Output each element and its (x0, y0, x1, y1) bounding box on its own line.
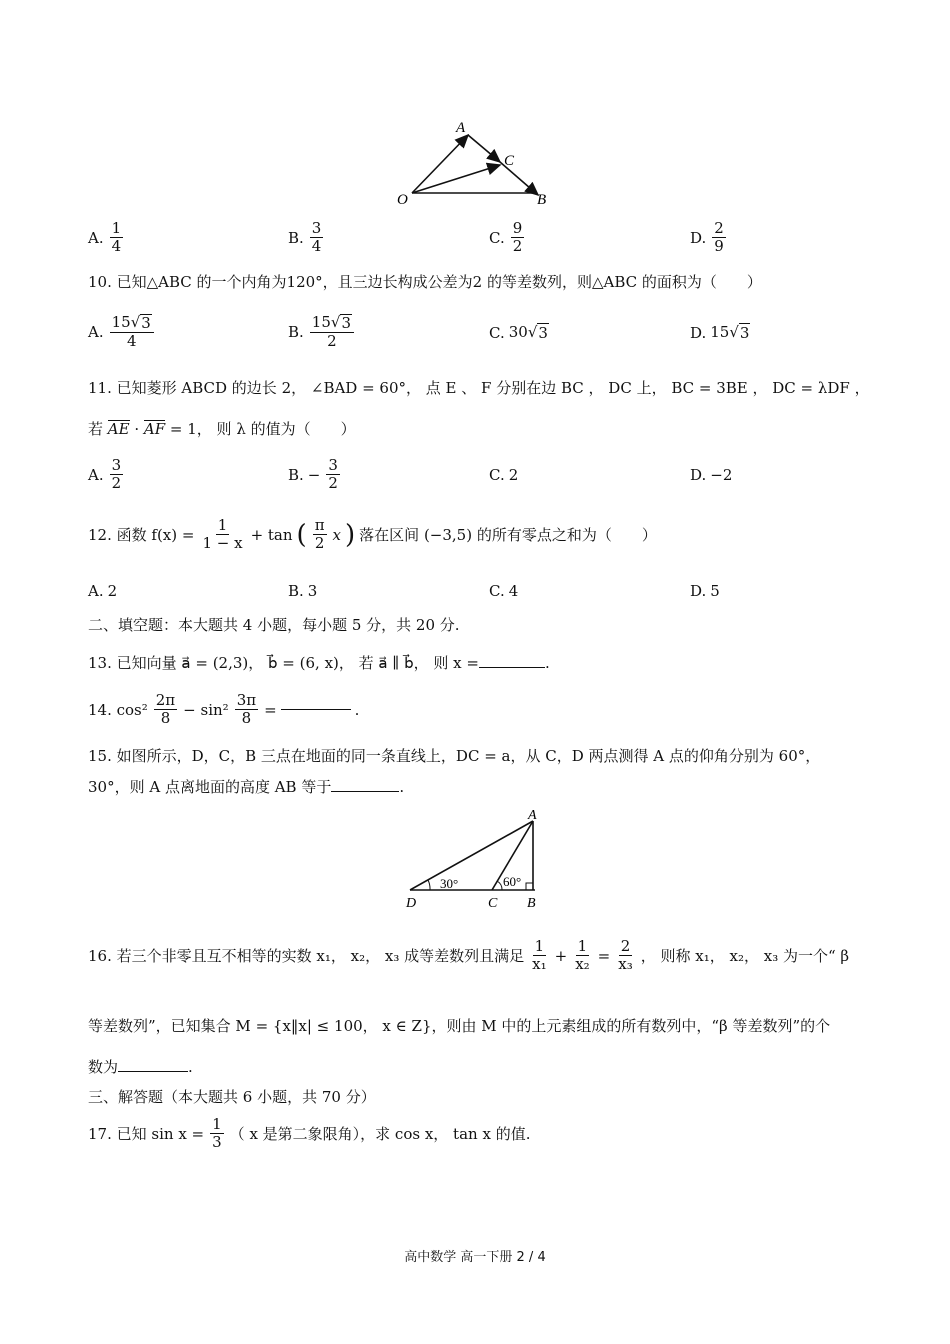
q14: 14. cos² $\frac{2\pi}{8}$ − sin² $\frac{3\pi}{8}$ = . (88, 691, 360, 728)
q10-option-b: B. 15√ 3 2 (288, 314, 356, 351)
q11-line1: 11. 已知菱形 ABCD 的边长 2， ∠BAD = 60°， 点 E 、 F 分别在边 BC ， DC 上， BC = 3BE ， DC = λDF ， (88, 379, 870, 397)
label-a: A (456, 120, 466, 136)
label-o: O (397, 192, 408, 208)
label-a: A (528, 808, 537, 823)
q15-line2: 30°，则 A 点离地面的高度 AB 等于 . (88, 778, 405, 796)
label-b: B (527, 896, 536, 911)
q12-stem: 12. 函数 f(x) = $\frac{1}{1 - x}$ + tan ( $\frac{\pi}{2}$ x ) 落在区间 (−3,5) 的所有零点之和为（ ） (88, 516, 657, 553)
vector-figure (390, 115, 560, 210)
label-c: C (504, 153, 515, 169)
q17: 17. 已知 sin x = $\frac{1}{3}$ （ x 是第二象限角），求 cos x， tan x 的值. (88, 1115, 531, 1152)
q15-line1: 15. 如图所示，D，C，B 三点在地面的同一条直线上，DC = a，从 C，D 两点测得 A 点的仰角分别为 60°， (88, 747, 821, 765)
q16-line2: 等差数列”，已知集合 M = {x‖x| ≤ 100， x ∈ Z}，则由 M 中的上元素组成的所有数列中，“β 等差数列”的个 (88, 1017, 831, 1035)
q16-line1: 16. 若三个非零且互不相等的实数 x₁， x₂， x₃ 成等差数列且满足 $\frac{1}{\text{x₁}}$ + $\frac{1}{\text{x₂}}$ = $\frac{2}{\text{x₃}}$ ， 则称 x₁， x₂， x₃ 为一个“ β (88, 937, 850, 974)
q9-option-c: C. $\frac{9}{2}$ (489, 219, 523, 256)
q12-option-d: D. 5 (690, 582, 720, 600)
q12-option-a: A. 2 (88, 582, 118, 600)
q11-option-b: B. − $\frac{3}{2}$ (288, 456, 338, 493)
section-2-heading: 二、填空题：本大题共 4 小题，每小题 5 分，共 20 分. (88, 616, 460, 634)
q9-option-d: D. $\frac{2}{9}$ (690, 219, 724, 256)
label-d: D (406, 896, 417, 911)
section-3-heading: 三、解答题（本大题共 6 小题，共 70 分） (88, 1088, 376, 1106)
q12-option-c: C. 4 (489, 582, 519, 600)
q13: 13. 已知向量 a⃗ = (2,3)， b⃗ = (6, x)， 若 a⃗ ∥ b⃗， 则 x = . (88, 654, 550, 672)
q9-option-b: B. $\frac{3}{4}$ (288, 219, 322, 256)
angle-60-label: 60° (503, 874, 522, 889)
q11-option-a: A. $\frac{3}{2}$ (88, 456, 122, 493)
q11-option-c: C. 2 (489, 466, 519, 484)
q10-option-d: D. 15√ 3 (690, 323, 750, 342)
triangle-figure (400, 806, 550, 914)
label-c: C (488, 896, 498, 911)
q12-option-b: B. 3 (288, 582, 318, 600)
q11-option-d: D. −2 (690, 466, 733, 484)
q16-line3: 数为 . (88, 1058, 193, 1076)
q10-option-a: A. 15√ 3 4 (88, 314, 156, 351)
q10-option-c: C. 30√ 3 (489, 323, 548, 342)
label-b: B (537, 192, 547, 208)
q9-option-a: A. $\frac{1}{4}$ (88, 219, 122, 256)
q11-line2: 若 AE · AF = 1， 则 λ 的值为（ ） (88, 420, 356, 438)
angle-30-label: 30° (440, 876, 459, 891)
q10-stem: 10. 已知△ABC 的一个内角为120°，且三边长构成公差为2 的等差数列，则△ABC 的面积为（ ） (88, 273, 762, 291)
page-footer: 高中数学 高一下册 2 / 4 (404, 1250, 546, 1265)
